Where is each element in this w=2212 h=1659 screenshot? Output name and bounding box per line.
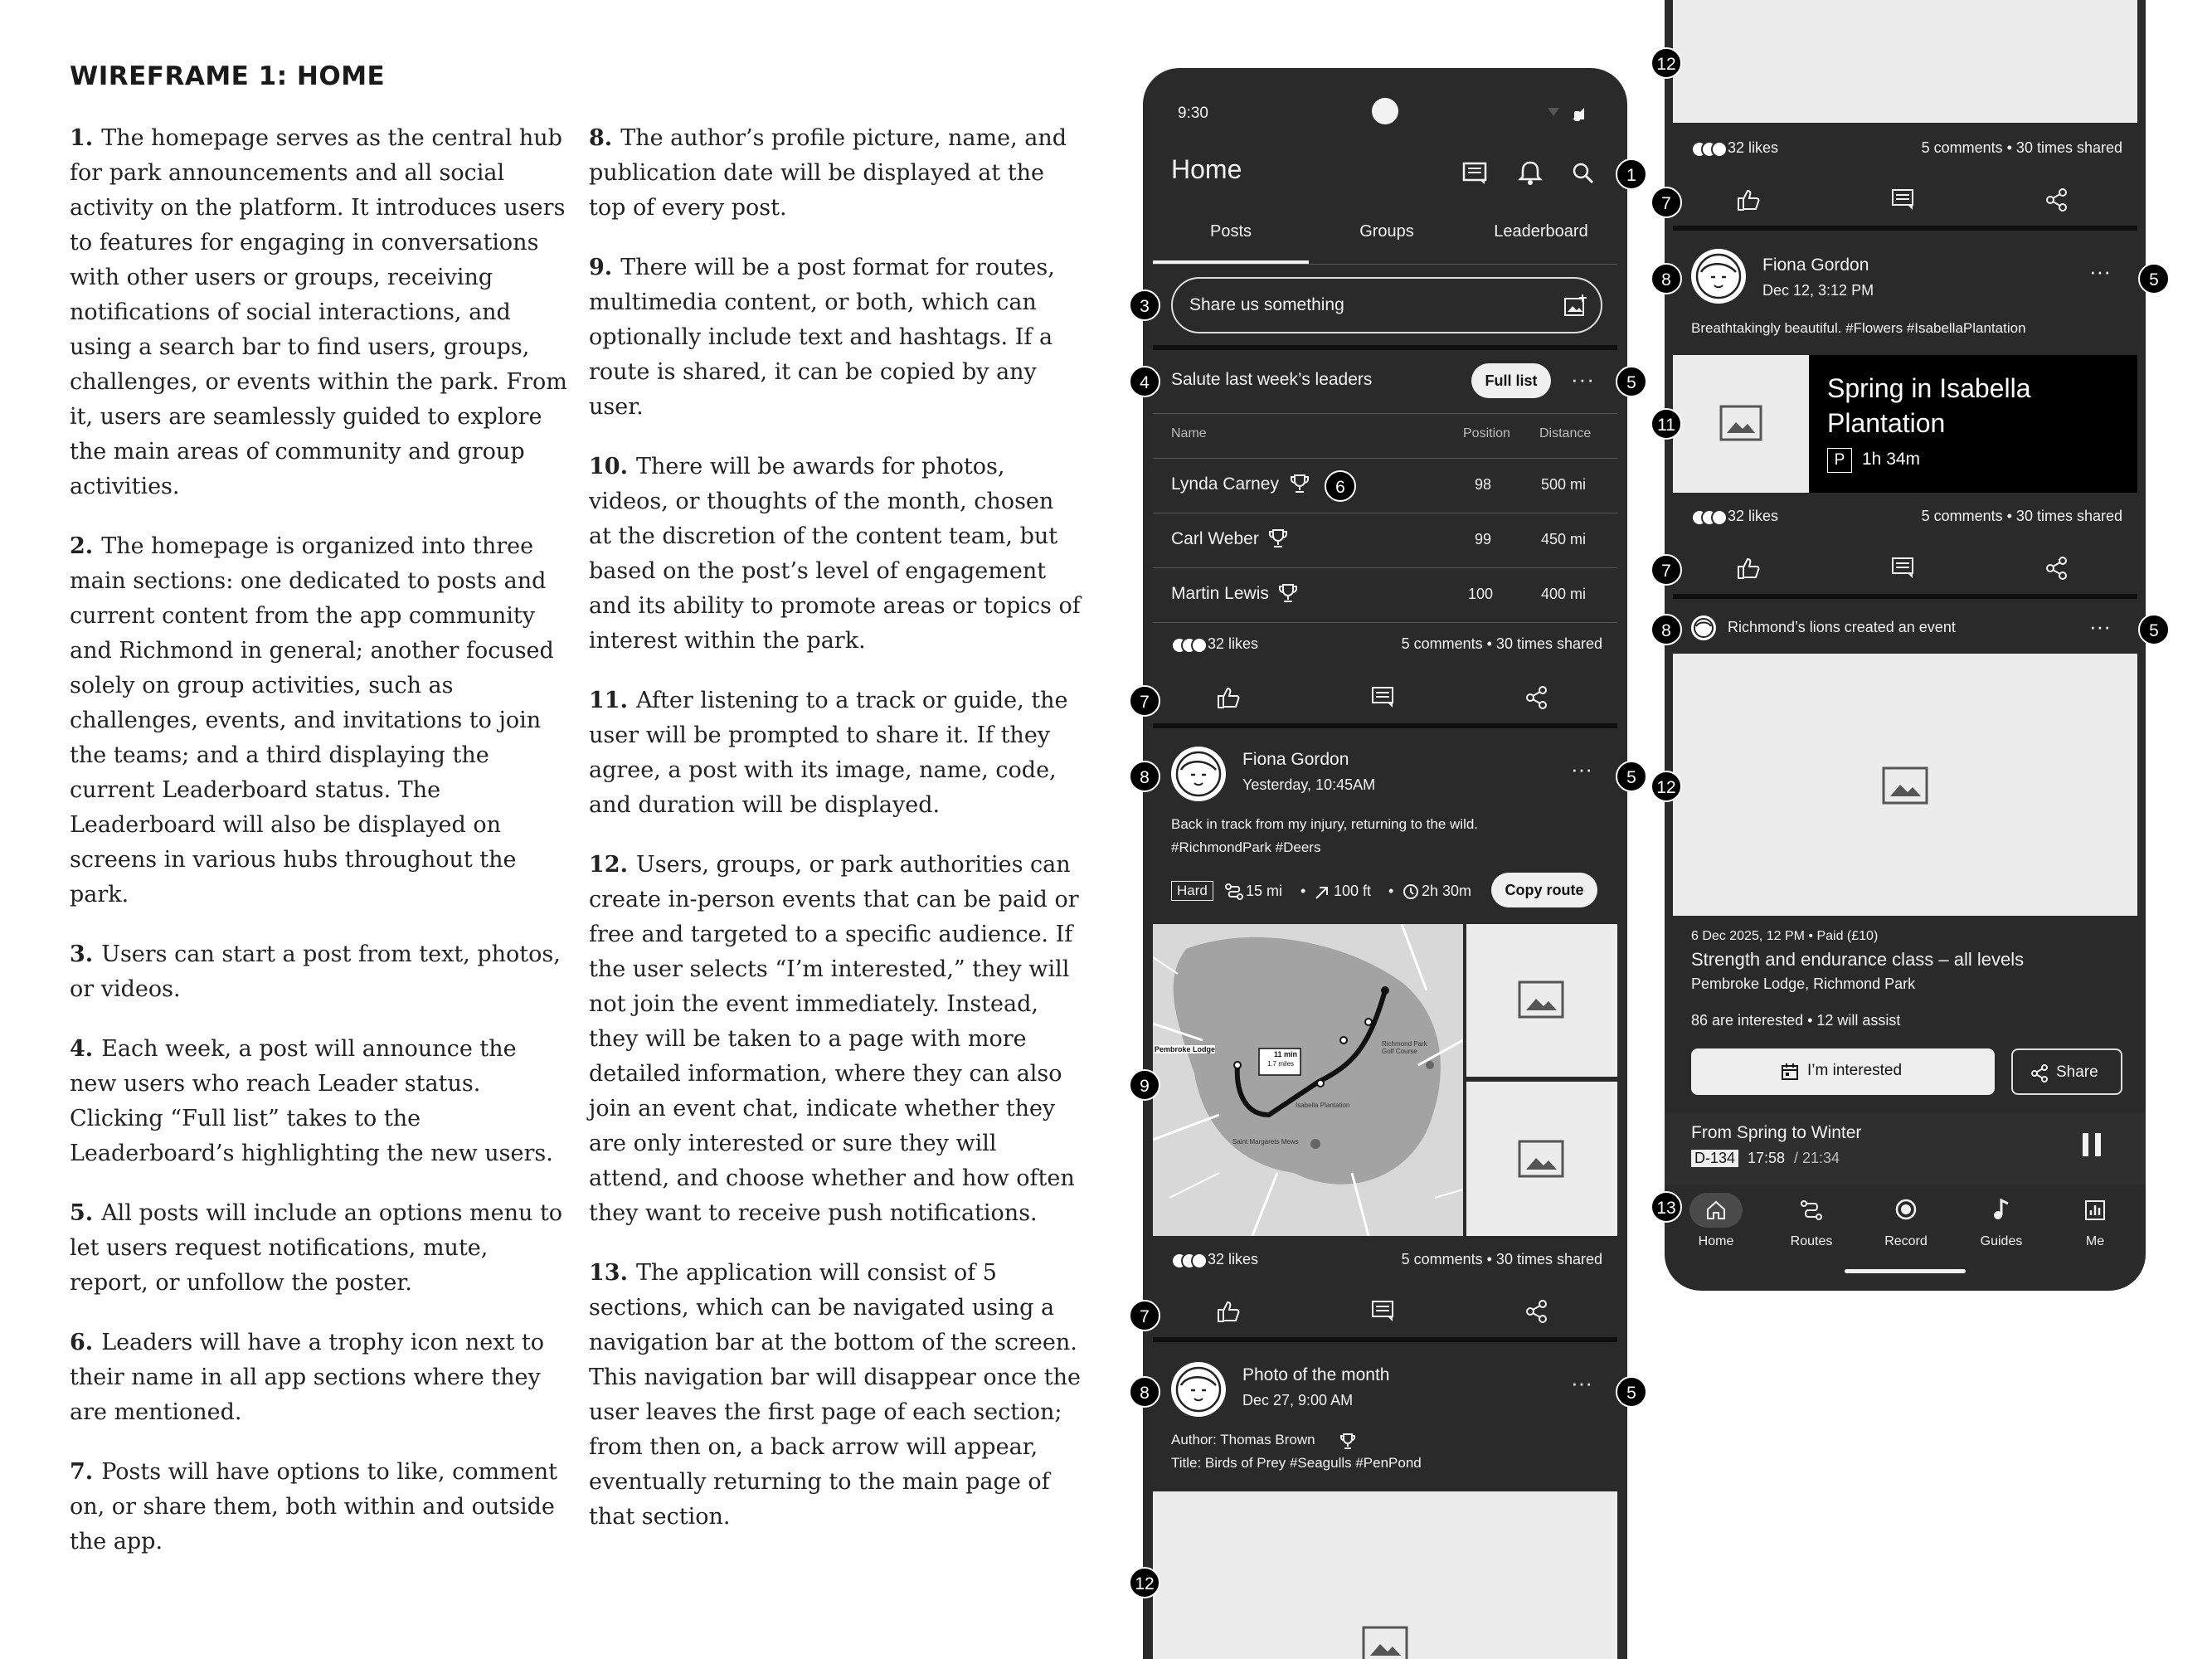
home-icon[interactable] [1705, 1199, 1727, 1221]
post-title-line: Title: Birds of Prey #Seagulls #PenPond [1171, 1455, 1422, 1471]
leader-name[interactable]: Lynda Carney [1171, 474, 1279, 494]
copy-route-button[interactable]: Copy route [1491, 873, 1597, 907]
annotation-badge: 1 [1616, 158, 1647, 190]
more-options-icon[interactable]: ··· [2089, 259, 2111, 284]
annotation-badge: 5 [1616, 1376, 1647, 1408]
image-icon [1518, 1140, 1564, 1178]
image-placeholder[interactable] [1153, 1491, 1617, 1659]
full-list-button[interactable]: Full list [1471, 363, 1551, 398]
route-map[interactable] [1153, 924, 1463, 1236]
bell-icon[interactable] [1518, 159, 1543, 186]
routes-icon[interactable] [1800, 1199, 1823, 1221]
post-text: Breathtakingly beautiful. #Flowers #IsabellaPlantation [1691, 320, 2026, 336]
post-text: Back in track from my injury, returning to the wild. [1171, 816, 1479, 832]
share-icon[interactable] [1524, 1299, 1549, 1324]
trophy-icon [1277, 582, 1299, 604]
likes-avatars [1691, 141, 1731, 158]
image-placeholder[interactable] [1466, 1082, 1617, 1236]
annotation-badge: 7 [1129, 685, 1160, 717]
nav-me[interactable]: Me [2085, 1234, 2105, 1248]
player-track-code: D-134 [1691, 1150, 1738, 1167]
more-options-icon[interactable]: ··· [2089, 614, 2111, 639]
likes-avatars [1691, 509, 1731, 526]
nav-record[interactable]: Record [1884, 1234, 1928, 1248]
nav-routes[interactable]: Routes [1790, 1234, 1833, 1248]
note-item: 7. Posts will have options to like, comment on, or share them, both within and outside the app. [70, 1459, 557, 1554]
image-icon [1362, 1626, 1408, 1659]
annotation-badge: 7 [1650, 554, 1682, 586]
note-item: 10. There will be awards for photos, videos, or thoughts of the month, chosen at the discretion of the content team, but based on the post’s level of engagement and its ability to promote areas or topics of interest within the park. [589, 454, 1081, 654]
leader-position: 98 [1475, 476, 1492, 493]
map-graphic [1153, 924, 1463, 1236]
post-date: Dec 12, 3:12 PM [1762, 282, 1874, 299]
music-note-icon[interactable] [1991, 1198, 2011, 1221]
document-title: WIREFRAME 1: HOME [70, 61, 386, 91]
share-icon[interactable] [2044, 187, 2069, 212]
image-icon [1518, 980, 1564, 1019]
nav-home[interactable]: Home [1698, 1234, 1734, 1248]
event-header: Richmond’s lions created an event [1728, 619, 1956, 635]
comment-icon[interactable] [1890, 187, 1915, 212]
annotation-badge: 12 [1650, 47, 1682, 79]
annotation-badge: 5 [1616, 761, 1647, 792]
more-options-icon[interactable]: ··· [1571, 757, 1592, 781]
annotation-badge: 9 [1129, 1069, 1160, 1101]
page-title: Home [1171, 154, 1242, 184]
group-avatar[interactable] [1691, 615, 1716, 640]
annotation-badge: 8 [1129, 1376, 1160, 1408]
like-icon[interactable] [1736, 556, 1761, 581]
post-author[interactable]: Photo of the month [1242, 1365, 1390, 1384]
annotation-badge: 12 [1650, 771, 1682, 802]
image-icon [1719, 405, 1762, 441]
event-meta: 6 Dec 2025, 12 PM • Paid (£10) [1691, 929, 1879, 943]
tab-posts[interactable]: Posts [1209, 222, 1252, 241]
annotation-badge: 4 [1129, 366, 1160, 397]
annotation-badge: 13 [1650, 1191, 1682, 1223]
calendar-icon [1781, 1063, 1799, 1081]
camera-notch [1372, 98, 1398, 124]
note-item: 8. The author’s profile picture, name, and publication date will be displayed at the top of every post. [589, 125, 1067, 221]
leader-name[interactable]: Carl Weber [1171, 529, 1259, 548]
post-stats[interactable]: 5 comments • 30 times shared [1401, 635, 1602, 652]
post-stats[interactable]: 5 comments • 30 times shared [1921, 139, 2122, 156]
elevation-icon [1314, 884, 1330, 901]
annotation-badge: 8 [1650, 263, 1682, 294]
annotation-badge: 7 [1650, 187, 1682, 218]
annotation-badge: 12 [1129, 1567, 1160, 1598]
clock-icon [1402, 883, 1420, 901]
leader-distance: 450 mi [1541, 531, 1587, 547]
event-counts: 86 are interested • 12 will assist [1691, 1012, 1901, 1029]
track-code: P [1827, 448, 1852, 473]
note-item: 9. There will be a post format for routes, multimedia content, or both, which can optionally include text and hashtags. If a route is shared, it can be copied by any user. [589, 255, 1055, 420]
note-item: 12. Users, groups, or park authorities can create in-person events that can be paid or free and targeted to a specific audience. If the user selects “I’m interested,” they will not join the event immediately. Instead, they will be taken to a page with more detailed information, where they can also join an event chat, indicate whether they are only interested or sure they will attend, and choose whether and how often they want to receive push notifications. [589, 852, 1079, 1226]
phone-home-screen-scrolled [1665, 0, 2146, 1291]
track-image [1673, 355, 1809, 493]
like-icon[interactable] [1216, 685, 1241, 710]
trophy-icon [1267, 528, 1289, 549]
player-total: / 21:34 [1794, 1150, 1840, 1166]
avatar[interactable] [1171, 747, 1226, 801]
like-icon[interactable] [1736, 187, 1761, 212]
note-item: 1. The homepage serves as the central hub for park announcements and all social activity on the platform. It introduces users to features for engaging in conversations with other users or groups, receiving notifications of social interactions, and using a search bar to find users, groups, challenges, or events within the park. From it, users are seamlessly guided to explore the main areas of community and group activities. [70, 125, 567, 499]
avatar[interactable] [1171, 1362, 1226, 1417]
comment-icon[interactable] [1370, 685, 1395, 710]
likes-count[interactable]: 32 likes [1728, 139, 1779, 156]
phone-home-screen [1143, 68, 1627, 1659]
likes-count[interactable]: 32 likes [1208, 1251, 1259, 1267]
event-image[interactable] [1673, 654, 2137, 916]
map-label: Pembroke Lodge [1155, 1045, 1216, 1053]
shared-track-card[interactable] [1673, 355, 2137, 493]
image-placeholder[interactable] [1466, 924, 1617, 1077]
annotation-badge: 8 [1650, 614, 1682, 645]
leader-name[interactable]: Martin Lewis [1171, 584, 1269, 603]
annotation-badge: 5 [1616, 366, 1647, 397]
share-icon[interactable] [2044, 556, 2069, 581]
more-options-icon[interactable]: ··· [1571, 367, 1595, 392]
note-item: 5. All posts will include an options menu to let users request notifications, mute, report, or unfollow the poster. [70, 1200, 563, 1296]
track-title: Spring in Isabella [1827, 373, 2031, 403]
status-icons [1543, 105, 1584, 123]
share-icon [2030, 1063, 2049, 1083]
annotation-badge: 7 [1129, 1300, 1160, 1331]
event-location: Pembroke Lodge, Richmond Park [1691, 975, 1916, 992]
chat-icon[interactable] [1461, 161, 1488, 186]
note-item: 13. The application will consist of 5 sections, which can be navigated using a navigation bar at the bottom of the screen. This navigation bar will disappear once the user leaves the first page of each section; from then on, a back arrow will appear, eventually returning to the main page of that section. [589, 1260, 1081, 1530]
map-label: Richmond Park Golf Course [1382, 1040, 1427, 1055]
route-duration: 2h 30m [1422, 883, 1472, 899]
note-item: 3. Users can start a post from text, photos, or videos. [70, 941, 561, 1002]
share-icon[interactable] [1524, 685, 1549, 710]
likes-avatars [1171, 637, 1211, 654]
add-image-icon[interactable] [1563, 294, 1587, 319]
map-label: Isabella Plantation [1296, 1102, 1350, 1109]
track-duration: 1h 34m [1862, 450, 1921, 469]
likes-avatars [1171, 1253, 1211, 1269]
track-title-line2: Plantation [1827, 408, 1946, 438]
avatar[interactable] [1691, 249, 1746, 304]
comment-icon[interactable] [1370, 1299, 1395, 1324]
annotation-badge: 3 [1129, 289, 1160, 321]
map-time-label: 11 min [1274, 1050, 1298, 1058]
post-stats[interactable]: 5 comments • 30 times shared [1401, 1251, 1602, 1267]
annotation-badge: 5 [2138, 614, 2170, 645]
search-icon[interactable] [1571, 161, 1596, 186]
status-time: 9:30 [1178, 105, 1208, 122]
post-author[interactable]: Fiona Gordon [1242, 750, 1349, 769]
tab-leaderboard[interactable]: Leaderboard [1494, 222, 1588, 241]
post-date: Dec 27, 9:00 AM [1242, 1392, 1354, 1408]
map-label: Saint Margarets Mews [1232, 1138, 1299, 1146]
post-stats[interactable]: 5 comments • 30 times shared [1921, 508, 2122, 524]
note-item: 11. After listening to a track or guide, the user will be prompted to share it. If they agree, a post with its image, name, code, and duration will be displayed. [589, 688, 1068, 818]
nav-guides[interactable]: Guides [1980, 1234, 2023, 1248]
post-author[interactable]: Fiona Gordon [1762, 255, 1869, 275]
im-interested-button[interactable]: I’m interested [1691, 1048, 1995, 1095]
like-icon[interactable] [1216, 1299, 1241, 1324]
annotation-badge: 5 [2138, 263, 2170, 294]
event-title[interactable]: Strength and endurance class – all levels [1691, 949, 2025, 970]
col-header-name: Name [1171, 426, 1207, 440]
comment-icon[interactable] [1890, 556, 1915, 581]
annotation-badge: 6 [1325, 470, 1356, 502]
note-item: 2. The homepage is organized into three main sections: one dedicated to posts and current content from the app community and Richmond in general; another focused solely on group activities, such as challenges, events, and invitations to join the teams; and a third displaying the current Leaderboard status. The Leaderboard will also be displayed on screens in various hubs throughout the park. [70, 533, 554, 907]
player-elapsed: 17:58 [1748, 1150, 1786, 1166]
route-icon [1224, 883, 1244, 901]
trophy-icon [1339, 1432, 1357, 1450]
event-share-button[interactable]: Share [2011, 1048, 2122, 1095]
leaders-card-title: Salute last week’s leaders [1171, 370, 1373, 389]
likes-count[interactable]: 32 likes [1728, 508, 1779, 524]
col-header-position: Position [1463, 426, 1510, 440]
post-author-line: Author: Thomas Brown [1171, 1432, 1315, 1447]
map-distance-label: 1.7 miles [1267, 1060, 1295, 1068]
home-indicator [1845, 1269, 1966, 1273]
post-hashtags[interactable]: #RichmondPark #Deers [1171, 839, 1321, 855]
note-item: 6. Leaders will have a trophy icon next to their name in all app sections where they are mentioned. [70, 1330, 545, 1425]
notes-column-2 [589, 121, 1082, 1559]
stats-icon[interactable] [2084, 1199, 2106, 1221]
notes-column-1 [70, 121, 567, 1584]
more-options-icon[interactable]: ··· [1571, 1370, 1592, 1395]
image-icon [1882, 766, 1928, 805]
col-header-distance: Distance [1539, 426, 1592, 440]
tab-groups[interactable]: Groups [1359, 222, 1414, 241]
post-date: Yesterday, 10:45AM [1242, 776, 1376, 793]
annotation-badge: 11 [1650, 408, 1682, 440]
route-distance: 15 mi [1246, 883, 1283, 899]
note-item: 4. Each week, a post will announce the new users who reach Leader status. Clicking “Full list” takes to the Leaderboard’s highlighting the new users. [70, 1036, 553, 1166]
leader-distance: 500 mi [1541, 476, 1587, 493]
leader-position: 100 [1468, 586, 1494, 602]
pause-icon[interactable] [2079, 1131, 2104, 1158]
trophy-icon [1289, 473, 1310, 494]
record-icon[interactable] [1894, 1198, 1918, 1221]
likes-count[interactable]: 32 likes [1208, 635, 1259, 652]
dot-separator: • [1388, 883, 1394, 899]
post-composer-input[interactable]: Share us something [1171, 277, 1602, 333]
mini-player[interactable] [1665, 1113, 2146, 1185]
difficulty-badge: Hard [1171, 881, 1213, 901]
image-placeholder[interactable] [1673, 0, 2137, 123]
player-track-title: From Spring to Winter [1691, 1123, 1862, 1142]
route-elevation: 100 ft [1334, 883, 1372, 899]
leader-position: 99 [1475, 531, 1492, 547]
annotation-badge: 8 [1129, 761, 1160, 792]
dot-separator: • [1300, 883, 1306, 899]
leader-distance: 400 mi [1541, 586, 1587, 602]
